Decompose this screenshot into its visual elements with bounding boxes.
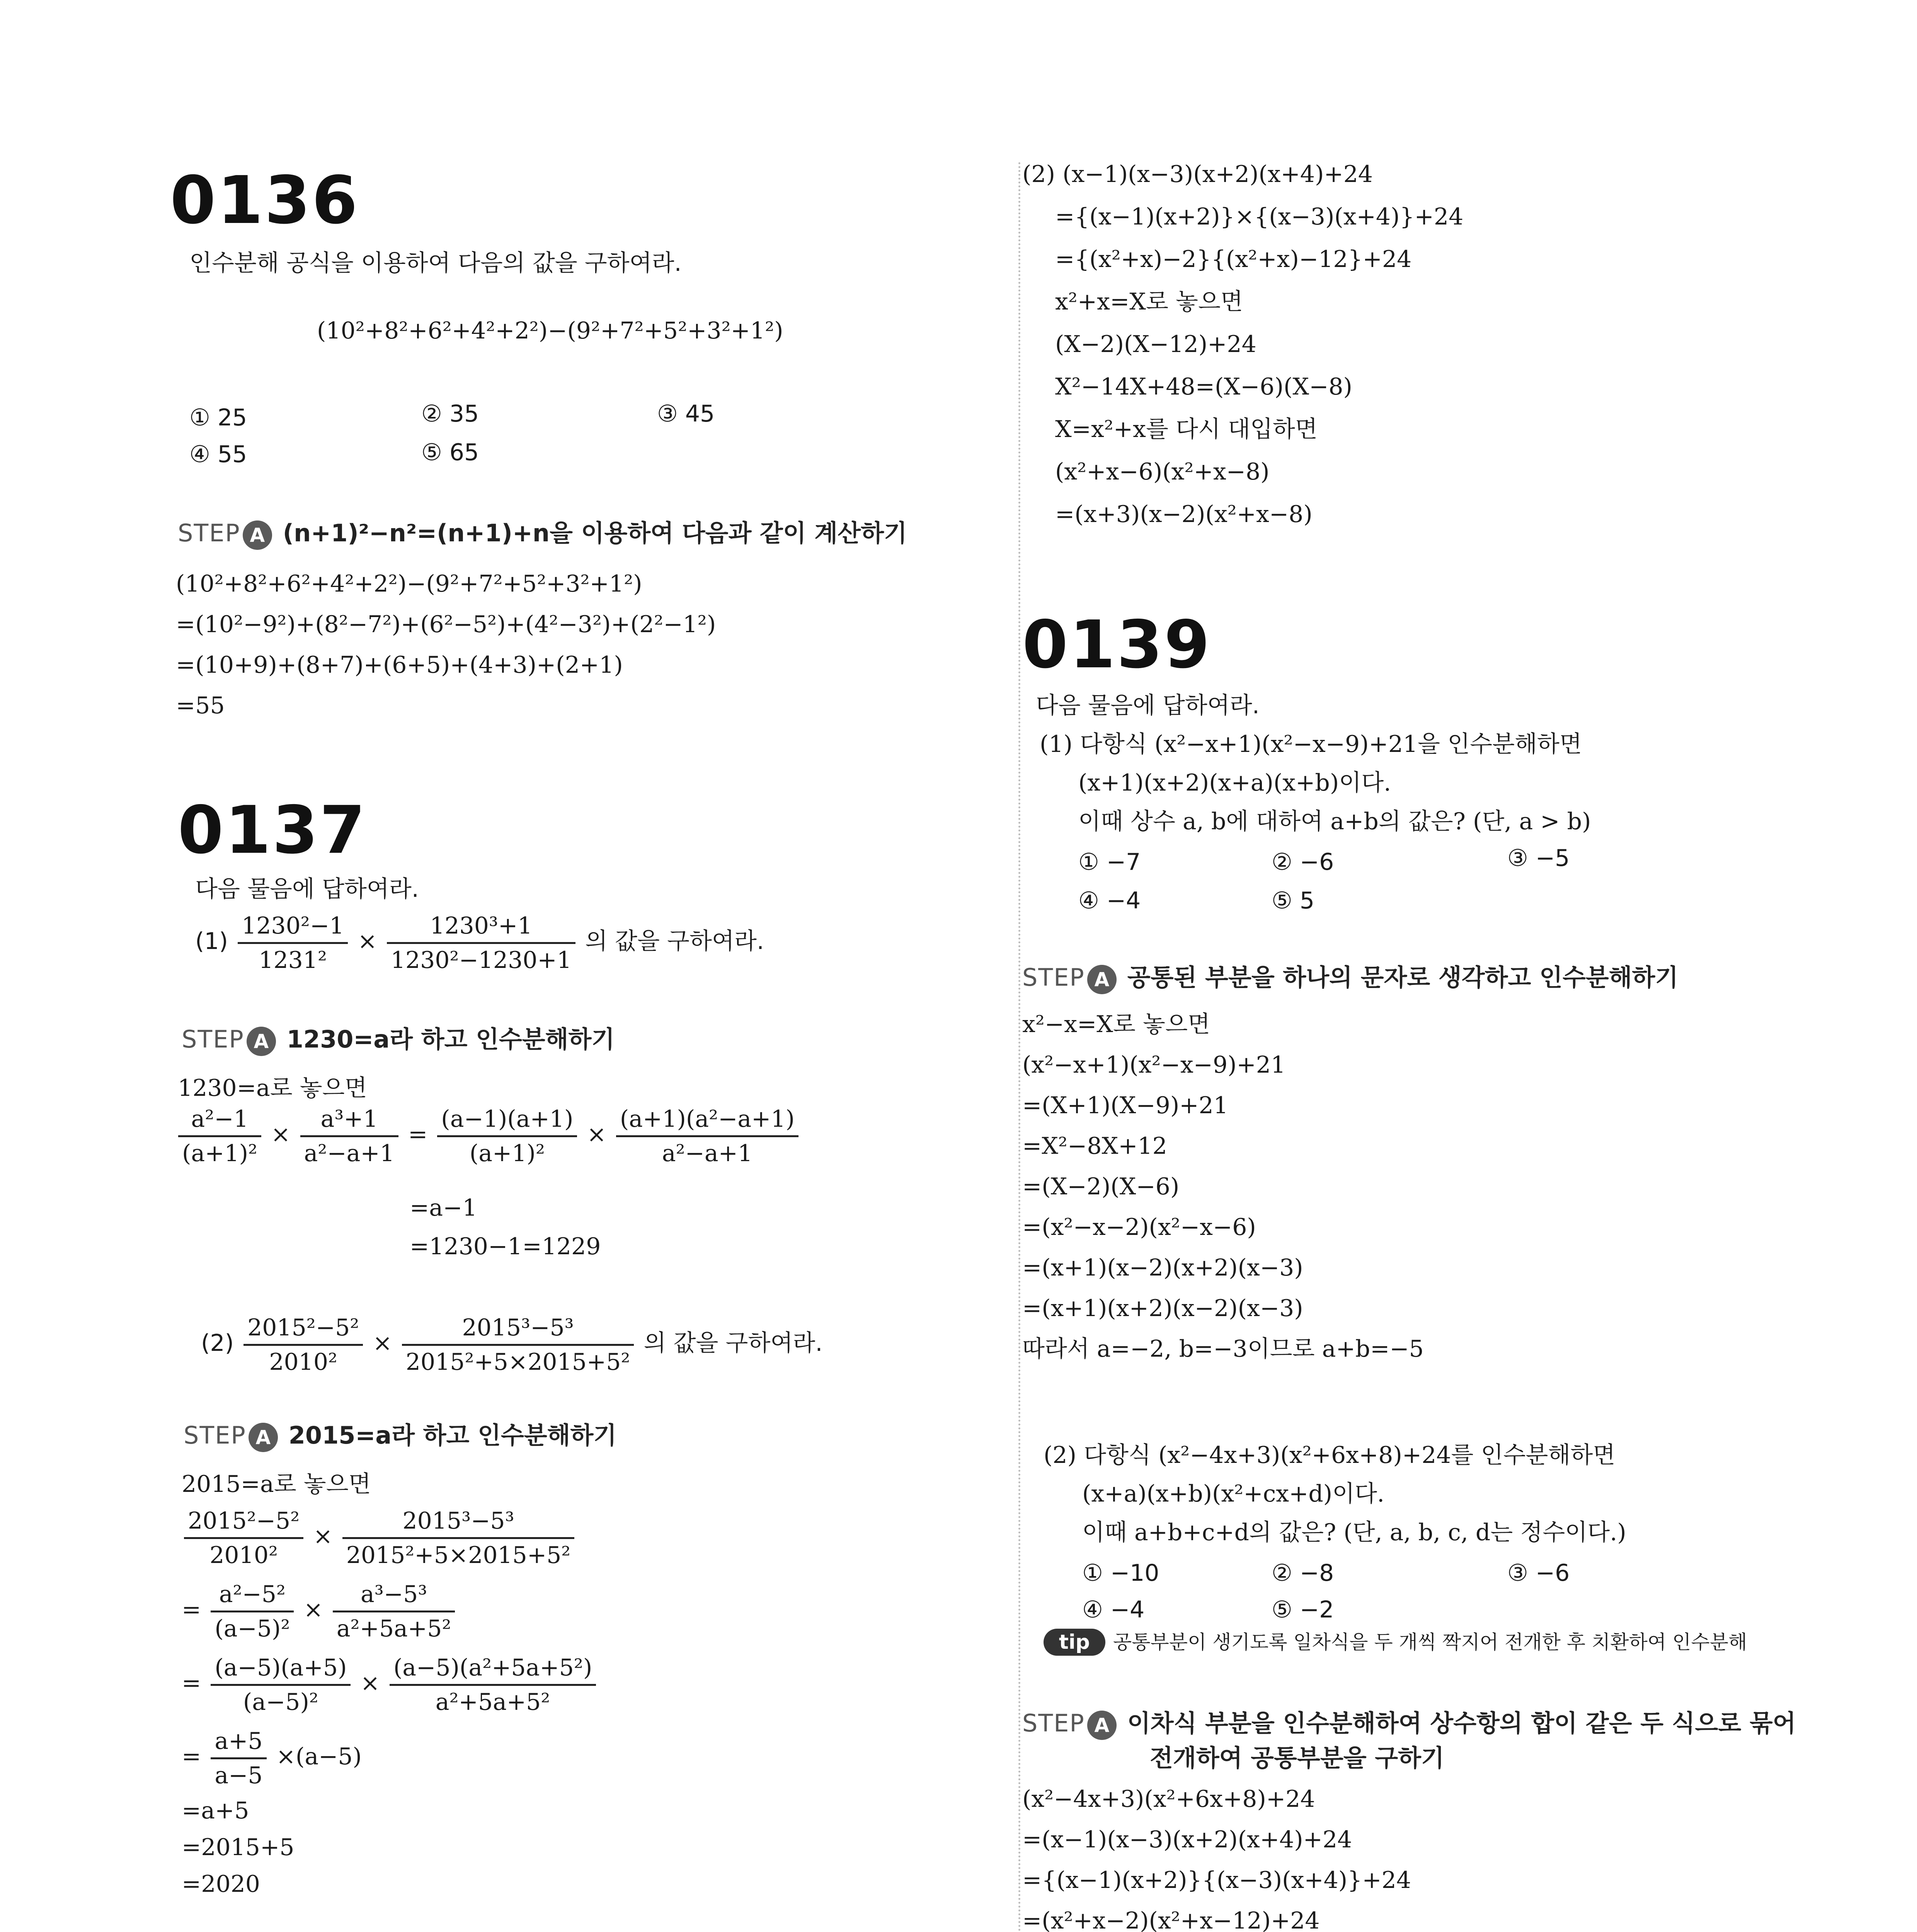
solution-fraction-line: $\frac{\text{a²−1}}{\text{(a+1)²}}$ × $\frac{\text{a³+1}}{\text{a²−a+1}}$ = $\frac{(a-1)(a+1)}{\text{(a+1)²}}$ × $\frac{\text{(a+1)(a²−a+1)}}{\text{a²−a+1}}$ <box>176 1105 801 1167</box>
question-1: (1) $\frac{\text{1230²−1}}{\text{1231²}}$ × $\frac{\text{1230³+1}}{\text{1230²−1230+1}}$ 의 값을 구하여라. <box>195 912 764 974</box>
step-heading: STEP A 공통된 부분을 하나의 문자로 생각하고 인수분해하기 <box>1022 958 1678 994</box>
step-badge: A <box>243 520 272 550</box>
solution-line: =a−1 <box>410 1194 477 1221</box>
solution-line: =(x+1)(x−2)(x+2)(x−3) <box>1022 1254 1303 1281</box>
solution-line: ={(x−1)(x+2)}{(x−3)(x+4)}+24 <box>1022 1867 1411 1894</box>
step-heading <box>178 514 907 550</box>
solution-line: 1230=a로 놓으면 <box>178 1075 367 1102</box>
question-text: 다음 물음에 답하여라. <box>1036 692 1260 719</box>
solution-line: (2) (x−1)(x−3)(x+2)(x+4)+24 <box>1022 161 1373 188</box>
solution-line: (x²−x+1)(x²−x−9)+21 <box>1022 1051 1286 1078</box>
solution-line: (10²+8²+6²+4²+2²)−(9²+7²+5²+3²+1²) <box>176 570 642 597</box>
solution-line: =(x²−x−2)(x²−x−6) <box>1022 1214 1256 1241</box>
solution-line: (x²−4x+3)(x²+6x+8)+24 <box>1022 1786 1315 1813</box>
choice-3: ③ 45 <box>657 400 715 427</box>
solution-line: (X−2)(X−12)+24 <box>1055 331 1256 358</box>
choice-1: ① −10 <box>1082 1560 1159 1587</box>
solution-line: =(10²−9²)+(8²−7²)+(6²−5²)+(4²−3²)+(2²−1²) <box>176 611 716 638</box>
solution-line: =(x²+x−2)(x²+x−12)+24 <box>1022 1907 1320 1932</box>
choice-3: ③ −5 <box>1507 845 1570 872</box>
tip-row <box>1044 1629 1747 1656</box>
question-line: (x+a)(x+b)(x²+cx+d)이다. <box>1082 1480 1385 1507</box>
step-heading: STEP A 이차식 부분을 인수분해하여 상수항의 합이 같은 두 식으로 묶어 <box>1022 1704 1796 1740</box>
choice-2: ② 35 <box>421 400 479 427</box>
solution-line: =2015+5 <box>182 1834 295 1861</box>
problem-number-0139: 0139 <box>1022 607 1212 683</box>
solution-line: =(x−1)(x−3)(x+2)(x+4)+24 <box>1022 1826 1352 1853</box>
question-line: 이때 a+b+c+d의 값은? (단, a, b, c, d는 정수이다.) <box>1082 1519 1626 1546</box>
step-title: (n+1)²−n²=(n+1)+n을 이용하여 다음과 같이 계산하기 <box>283 519 907 547</box>
column-divider <box>1018 162 1020 1932</box>
problem-number-0136: 0136 <box>170 162 359 239</box>
solution-line: x²+x=X로 놓으면 <box>1055 288 1243 315</box>
solution-line: ={(x²+x)−2}{(x²+x)−12}+24 <box>1055 246 1412 273</box>
q1-suffix: 의 값을 구하여라. <box>585 928 764 955</box>
solution-line: =(X−2)(X−6) <box>1022 1173 1180 1200</box>
tip-text: 공통부분이 생기도록 일차식을 두 개씩 짝지어 전개한 후 치환하여 인수분해 <box>1113 1631 1747 1653</box>
solution-line: =(x+1)(x+2)(x−2)(x−3) <box>1022 1295 1303 1322</box>
solution-fraction-line: = $\frac{a+5}{a-5}$ ×(a−5) <box>182 1728 362 1789</box>
solution-line: (x²+x−6)(x²+x−8) <box>1055 458 1270 485</box>
tip-badge: tip <box>1044 1629 1105 1656</box>
solution-fraction-line: = $\frac{(a-5)(a+5)}{\text{(a−5)²}}$ × $\frac{\text{(a−5)(a²+5a+5²)}}{\text{a²+5a+5²}}$ <box>182 1654 598 1716</box>
step-heading: STEP A 1230=a라 하고 인수분해하기 <box>182 1020 615 1056</box>
choice-2: ② −6 <box>1272 849 1334 876</box>
fraction: $\frac{\text{1230²−1}}{\text{1231²}}$ <box>238 912 348 974</box>
choice-5: ⑤ 65 <box>421 439 479 466</box>
question-2: (2) $\frac{\text{2015²−5²}}{\text{2010²}}$ × $\frac{\text{2015³−5³}}{\text{2015²+5×2015+5²}}$ 의 값을 구하여라. <box>201 1314 823 1376</box>
solution-line: x²−x=X로 놓으면 <box>1022 1011 1210 1038</box>
choice-1: ① 25 <box>189 404 247 431</box>
solution-line: 따라서 a=−2, b=−3이므로 a+b=−5 <box>1022 1335 1424 1362</box>
solution-line: =55 <box>176 692 225 719</box>
choice-3: ③ −6 <box>1507 1560 1570 1587</box>
fraction: $\frac{\text{2015²−5²}}{\text{2010²}}$ <box>243 1314 363 1376</box>
step-heading: STEP A 2015=a라 하고 인수분해하기 <box>184 1416 616 1452</box>
solution-line: ={(x−1)(x+2)}×{(x−3)(x+4)}+24 <box>1055 203 1464 230</box>
choice-4: ④ −4 <box>1082 1596 1145 1623</box>
solution-line: =(10+9)+(8+7)+(6+5)+(4+3)+(2+1) <box>176 651 623 679</box>
choice-4: ④ −4 <box>1078 887 1141 914</box>
question-expression: (10²+8²+6²+4²+2²)−(9²+7²+5²+3²+1²) <box>317 317 783 344</box>
solution-fraction-line: = $\frac{\text{a²−5²}}{\text{(a−5)²}}$ × $\frac{\text{a³−5³}}{\text{a²+5a+5²}}$ <box>182 1580 457 1643</box>
solution-line: =(x+3)(x−2)(x²+x−8) <box>1055 501 1313 528</box>
solution-fraction-line: $\frac{\text{2015²−5²}}{\text{2010²}}$ × $\frac{\text{2015³−5³}}{\text{2015²+5×2015+5²}}$ <box>182 1507 577 1569</box>
fraction: $\frac{\text{1230³+1}}{\text{1230²−1230+1}}$ <box>387 912 575 974</box>
solution-line: X²−14X+48=(X−6)(X−8) <box>1055 373 1352 400</box>
q1-prefix: (1) <box>195 928 228 955</box>
solution-line: =X²−8X+12 <box>1022 1133 1167 1160</box>
choice-4: ④ 55 <box>189 441 247 468</box>
question-text: 인수분해 공식을 이용하여 다음의 값을 구하여라. <box>189 250 682 277</box>
solution-line: X=x²+x를 다시 대입하면 <box>1055 416 1318 443</box>
question-line: 이때 상수 a, b에 대하여 a+b의 값은? (단, a > b) <box>1078 808 1591 835</box>
problem-number-0137: 0137 <box>178 792 367 869</box>
question-line: (2) 다항식 (x²−4x+3)(x²+6x+8)+24를 인수분해하면 <box>1044 1442 1616 1469</box>
choice-2: ② −8 <box>1272 1560 1334 1587</box>
step-heading-continued: 전개하여 공통부분을 구하기 <box>1150 1744 1444 1772</box>
question-line: (1) 다항식 (x²−x+1)(x²−x−9)+21을 인수분해하면 <box>1040 731 1582 758</box>
solution-line: =(X+1)(X−9)+21 <box>1022 1092 1228 1119</box>
choice-5: ⑤ 5 <box>1272 887 1315 914</box>
solution-line: =1230−1=1229 <box>410 1233 601 1260</box>
solution-line: 2015=a로 놓으면 <box>182 1471 371 1498</box>
fraction: $\frac{\text{2015³−5³}}{\text{2015²+5×2015+5²}}$ <box>402 1314 634 1376</box>
choice-5: ⑤ −2 <box>1272 1596 1334 1623</box>
solution-line: =a+5 <box>182 1797 249 1824</box>
choice-1: ① −7 <box>1078 849 1141 876</box>
step-label: STEP <box>178 519 240 547</box>
question-line: (x+1)(x+2)(x+a)(x+b)이다. <box>1078 769 1391 796</box>
solution-line: =2020 <box>182 1871 260 1898</box>
question-text: 다음 물음에 답하여라. <box>195 876 419 903</box>
